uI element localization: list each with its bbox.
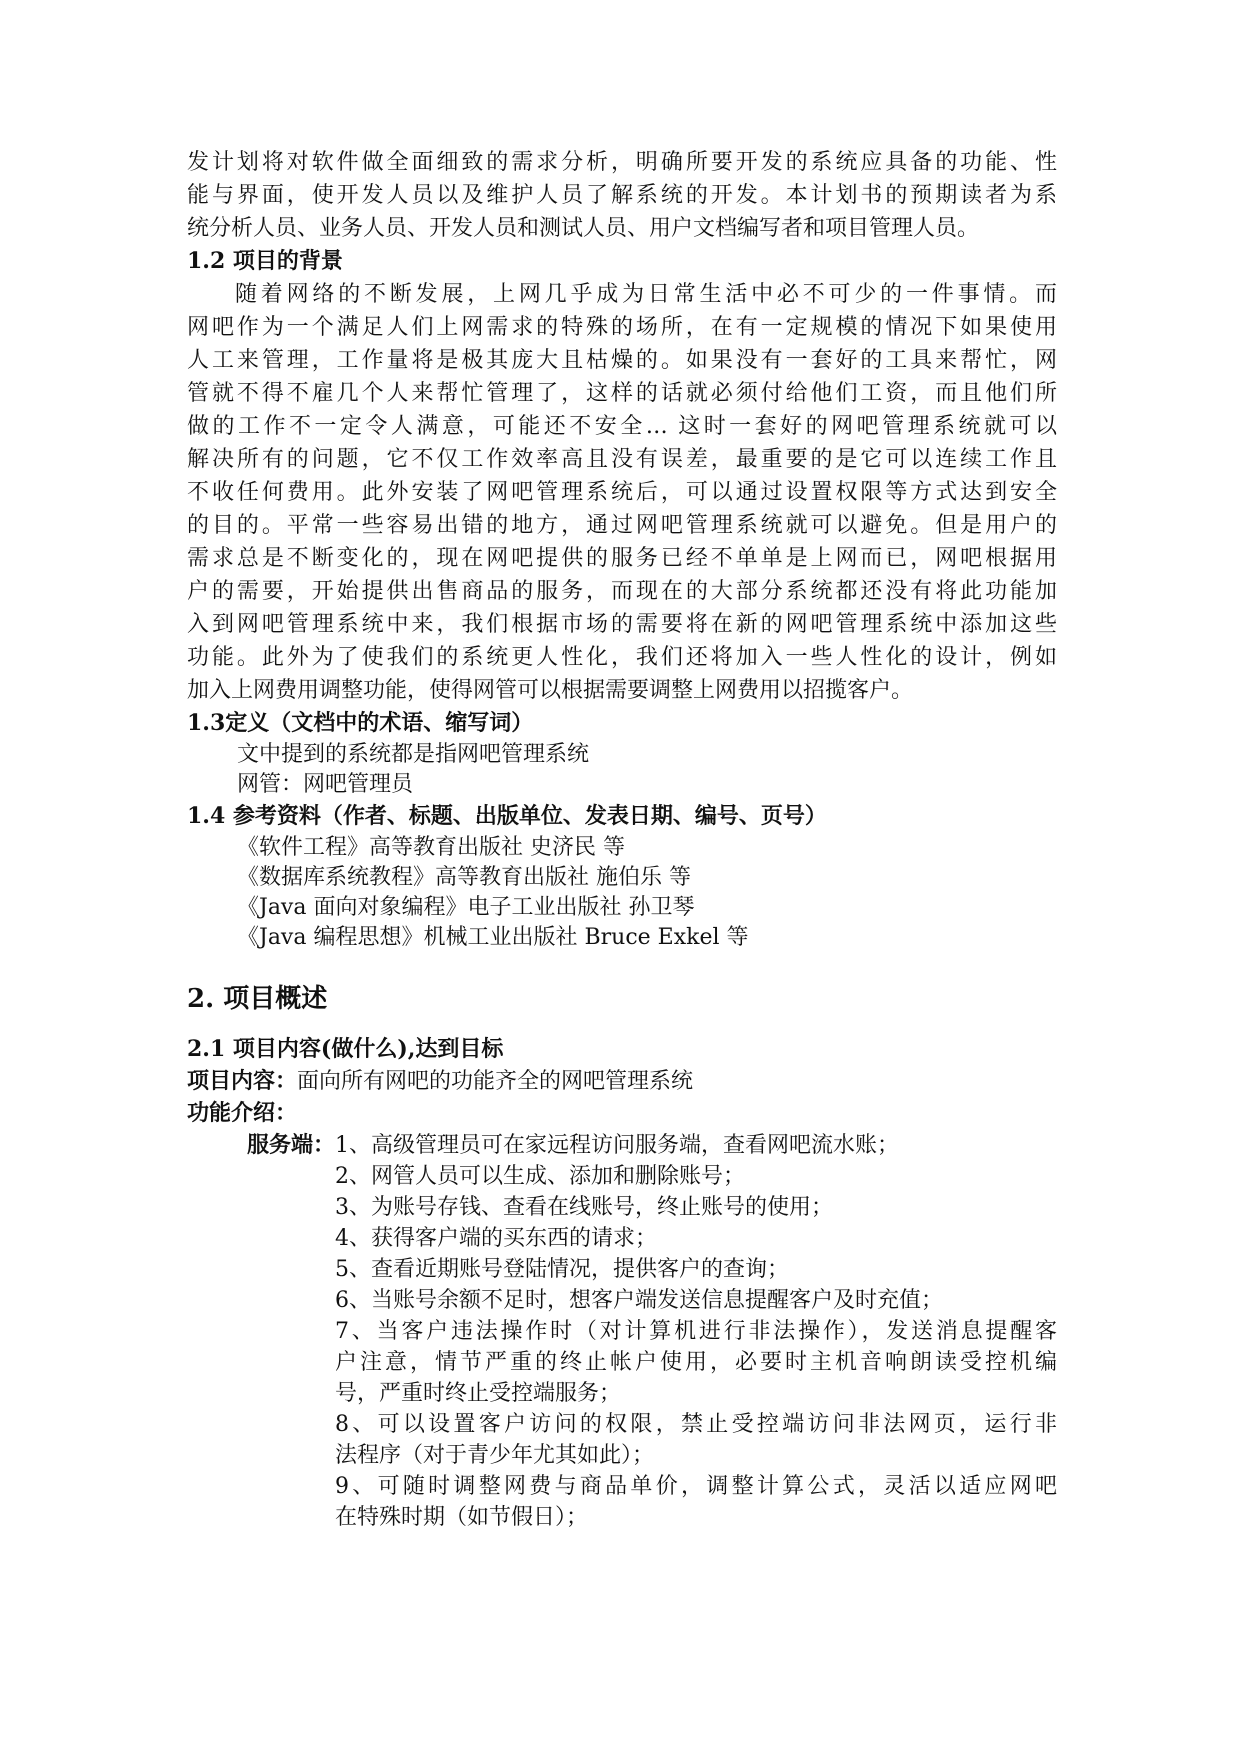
server-item: 2、网管人员可以生成、添加和删除账号； bbox=[335, 1164, 745, 1189]
function-intro-label: 功能介绍： bbox=[187, 1100, 298, 1126]
server-function-list bbox=[187, 1130, 1057, 1533]
project-content-label: 项目内容： bbox=[187, 1068, 298, 1094]
reference-item: 《软件工程》高等教育出版社 史济民 等 bbox=[237, 835, 625, 860]
background-line: 不收任何费用。此外安装了网吧管理系统后，可以通过设置权限等方式达到安全 bbox=[187, 480, 1057, 505]
background-line: 网吧作为一个满足人们上网需求的特殊的场所，在有一定规模的情况下如果使用 bbox=[187, 315, 1057, 340]
section-2-1-title: 2.1 项目内容(做什么),达到目标 bbox=[187, 1036, 504, 1062]
definition-item: 网管：网吧管理员 bbox=[237, 772, 414, 797]
background-line: 的目的。平常一些容易出错的地方，通过网吧管理系统就可以避免。但是用户的 bbox=[187, 513, 1057, 538]
server-item: 4、获得客户端的买东西的请求； bbox=[335, 1226, 657, 1251]
reference-item: 《Java 编程思想》机械工业出版社 Bruce Exkel 等 bbox=[237, 925, 749, 950]
project-content-text: 面向所有网吧的功能齐全的网吧管理系统 bbox=[297, 1069, 694, 1094]
intro-line: 能与界面，使开发人员以及维护人员了解系统的开发。本计划书的预期读者为系 bbox=[187, 183, 1057, 208]
server-row-first bbox=[187, 1130, 1057, 1161]
background-line: 随着网络的不断发展，上网几乎成为日常生活中必不可少的一件事情。而 bbox=[235, 282, 1057, 307]
server-item-continuation: 户注意，情节严重的终止帐户使用，必要时主机音响朗读受控机编 bbox=[335, 1350, 1057, 1375]
background-line: 加入上网费用调整功能，使得网管可以根据需要调整上网费用以招揽客户。 bbox=[187, 678, 914, 703]
background-paragraph bbox=[187, 278, 1057, 707]
background-line: 做的工作不一定令人满意，可能还不安全… 这时一套好的网吧管理系统就可以 bbox=[187, 414, 1057, 439]
intro-line: 统分析人员、业务人员、开发人员和测试人员、用户文档编写者和项目管理人员。 bbox=[187, 216, 980, 241]
server-item: 6、当账号余额不足时，想客户端发送信息提醒客户及时充值； bbox=[335, 1288, 943, 1313]
background-line: 户的需要，开始提供出售商品的服务，而现在的大部分系统都还没有将此功能加 bbox=[187, 579, 1057, 604]
section-2-title: 2. 项目概述 bbox=[187, 984, 328, 1014]
section-1-4-title: 1.4 参考资料（作者、标题、出版单位、发表日期、编号、页号） bbox=[187, 803, 827, 829]
section-1-3-title: 1.3定义（文档中的术语、缩写词） bbox=[187, 710, 534, 736]
server-item: 1、高级管理员可在家远程访问服务端，查看网吧流水账； bbox=[335, 1133, 899, 1158]
server-label: 服务端： bbox=[246, 1132, 335, 1158]
background-line: 人工来管理，工作量将是极其庞大且枯燥的。如果没有一套好的工具来帮忙，网 bbox=[187, 348, 1057, 373]
project-content-row bbox=[187, 1066, 1057, 1097]
server-item: 3、为账号存钱、查看在线账号，终止账号的使用； bbox=[335, 1195, 833, 1220]
document-content bbox=[187, 146, 1057, 1533]
server-item-continuation: 法程序（对于青少年尤其如此）； bbox=[335, 1443, 655, 1468]
server-item: 7、当客户违法操作时（对计算机进行非法操作），发送消息提醒客 bbox=[335, 1319, 1057, 1344]
background-line: 入到网吧管理系统中来，我们根据市场的需要将在新的网吧管理系统中添加这些 bbox=[187, 612, 1057, 637]
background-line: 管就不得不雇几个人来帮忙管理了，这样的话就必须付给他们工资，而且他们所 bbox=[187, 381, 1057, 406]
background-line: 功能。此外为了使我们的系统更人性化，我们还将加入一些人性化的设计，例如 bbox=[187, 645, 1057, 670]
server-item-continuation: 在特殊时期（如节假日）； bbox=[335, 1505, 589, 1530]
definition-item: 文中提到的系统都是指网吧管理系统 bbox=[237, 742, 590, 767]
background-line: 解决所有的问题，它不仅工作效率高且没有误差，最重要的是它可以连续工作且 bbox=[187, 447, 1057, 472]
server-item: 8、可以设置客户访问的权限，禁止受控端访问非法网页，运行非 bbox=[335, 1412, 1057, 1437]
section-1-2-title: 1.2 项目的背景 bbox=[187, 248, 343, 274]
intro-line: 发计划将对软件做全面细致的需求分析，明确所要开发的系统应具备的功能、性 bbox=[187, 150, 1057, 175]
server-item-continuation: 号，严重时终止受控端服务； bbox=[335, 1381, 622, 1406]
reference-item: 《数据库系统教程》高等教育出版社 施伯乐 等 bbox=[237, 865, 691, 890]
reference-item: 《Java 面向对象编程》电子工业出版社 孙卫琴 bbox=[237, 895, 695, 920]
server-item: 9、可随时调整网费与商品单价，调整计算公式，灵活以适应网吧 bbox=[335, 1474, 1057, 1499]
server-item: 5、查看近期账号登陆情况，提供客户的查询； bbox=[335, 1257, 789, 1282]
background-line: 需求总是不断变化的，现在网吧提供的服务已经不单单是上网而已，网吧根据用 bbox=[187, 546, 1057, 571]
intro-paragraph bbox=[187, 146, 1057, 245]
